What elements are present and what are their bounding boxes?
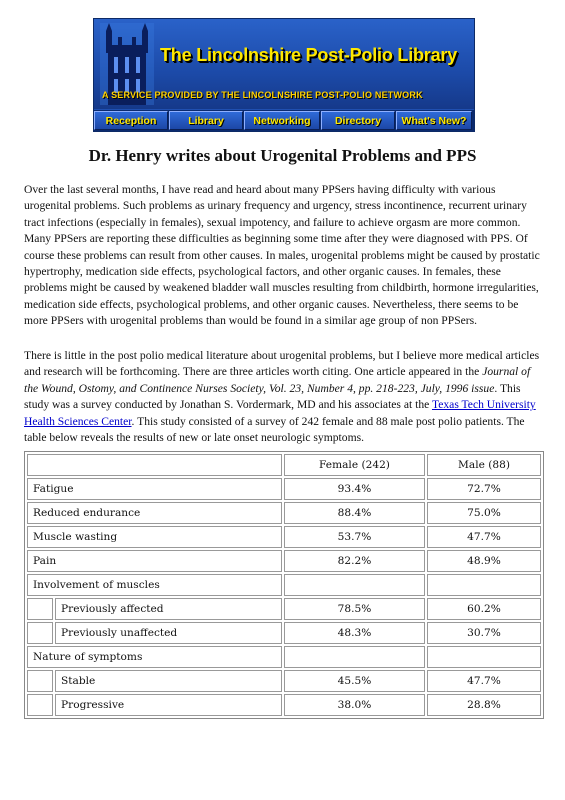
male-value-cell <box>427 574 541 596</box>
nav-library-button[interactable]: Library <box>169 111 243 130</box>
female-value-cell: 93.4% <box>284 478 425 500</box>
male-value-cell: 47.7% <box>427 526 541 548</box>
female-value-cell: 53.7% <box>284 526 425 548</box>
symptoms-table <box>24 451 544 719</box>
female-value-cell: 45.5% <box>284 670 425 692</box>
journal-citation: Journal of the Wound, Ostomy, and Continence Nurses Society, Vol. 23, Number 4, pp. 218-223, July, 1996 issue <box>24 365 531 395</box>
site-banner <box>93 18 475 132</box>
table-row <box>27 670 541 692</box>
banner-title: The Lincolnshire Post-Polio Library <box>160 45 458 65</box>
table-row <box>27 502 541 524</box>
nav-directory-button[interactable]: Directory <box>321 111 395 130</box>
paragraph-text: . This study consisted of a survey of 242 female and 88 male post polio patients. The table below reveals the results of new or late onset neurologic symptoms. <box>24 414 525 445</box>
table-row <box>27 598 541 620</box>
female-value-cell: 88.4% <box>284 502 425 524</box>
female-value-cell: 38.0% <box>284 694 425 716</box>
indent-cell <box>27 598 53 620</box>
table-row <box>27 646 541 668</box>
header-cell-label <box>27 454 282 476</box>
indent-cell <box>27 670 53 692</box>
table-row <box>27 574 541 596</box>
row-label-cell: Muscle wasting <box>27 526 282 548</box>
indent-cell <box>27 622 53 644</box>
male-value-cell: 72.7% <box>427 478 541 500</box>
female-value-cell <box>284 574 425 596</box>
male-value-cell: 30.7% <box>427 622 541 644</box>
row-label-cell: Stable <box>55 670 282 692</box>
table-row <box>27 526 541 548</box>
row-label-cell: Reduced endurance <box>27 502 282 524</box>
row-label-cell: Involvement of muscles <box>27 574 282 596</box>
row-label-cell: Previously affected <box>55 598 282 620</box>
male-value-cell: 28.8% <box>427 694 541 716</box>
paragraph-text: There is little in the post polio medical literature about urogenital problems, but I believe more medical articles and research will be forthcoming. There are three articles worth citing. One article appeared in the <box>24 349 540 379</box>
page-title: Dr. Henry writes about Urogenital Problems and PPS <box>88 146 477 165</box>
nav-reception-button[interactable]: Reception <box>94 111 168 130</box>
female-value-cell: 82.2% <box>284 550 425 572</box>
row-label-cell: Nature of symptoms <box>27 646 282 668</box>
male-value-cell: 48.9% <box>427 550 541 572</box>
female-value-cell: 78.5% <box>284 598 425 620</box>
male-value-cell: 60.2% <box>427 598 541 620</box>
male-value-cell <box>427 646 541 668</box>
literature-paragraph <box>24 348 543 446</box>
banner-header <box>94 19 474 109</box>
table-row <box>27 550 541 572</box>
header-cell-male: Male (88) <box>427 454 541 476</box>
banner-subtitle: A SERVICE PROVIDED BY THE LINCOLNSHIRE POST-POLIO NETWORK <box>102 90 423 100</box>
row-label-cell: Previously unaffected <box>55 622 282 644</box>
female-value-cell <box>284 646 425 668</box>
nav-bar <box>94 110 474 131</box>
male-value-cell: 47.7% <box>427 670 541 692</box>
female-value-cell: 48.3% <box>284 622 425 644</box>
paragraph-text: . This study was a survey conducted by Jonathan S. Vordermark, MD and his associates at the <box>24 381 521 412</box>
header-cell-female: Female (242) <box>284 454 425 476</box>
nav-whats-new-button[interactable]: What's New? <box>396 111 472 130</box>
indent-cell <box>27 694 53 716</box>
row-label-cell: Progressive <box>55 694 282 716</box>
table-row <box>27 694 541 716</box>
texas-tech-link[interactable]: Texas Tech University Health Sciences Center <box>24 398 536 428</box>
table-row <box>27 622 541 644</box>
row-label-cell: Fatigue <box>27 478 282 500</box>
row-label-cell: Pain <box>27 550 282 572</box>
nav-networking-button[interactable]: Networking <box>244 111 320 130</box>
table-header-row <box>27 454 541 476</box>
intro-paragraph: Over the last several months, I have read and heard about many PPSers having difficulty with various urogenital problems. Such problems as urinary frequency and urgency, stress incontinence, recurrent urinary tract infections (especially in females), sexual impotency, and failure to achieve orgasm are more common. Many PPSers are reporting these difficulties as beginning some time after they were diagnosed with PPS. Of course these problems can result from other causes. In males, urogenital problems might be caused by prostatic hypertrophy, medication side effects, psychological factors, and other organic causes. In females, these problems might be caused by weakened bladder wall muscles resulting from childbirth, hormone irregularities, medication side effects, psychological problems, and other organic causes. Nevertheless, there seems to be more PPSers with urogenital problems than would be found in a similar age group of non PPSers. <box>24 183 540 328</box>
male-value-cell: 75.0% <box>427 502 541 524</box>
table-row <box>27 478 541 500</box>
